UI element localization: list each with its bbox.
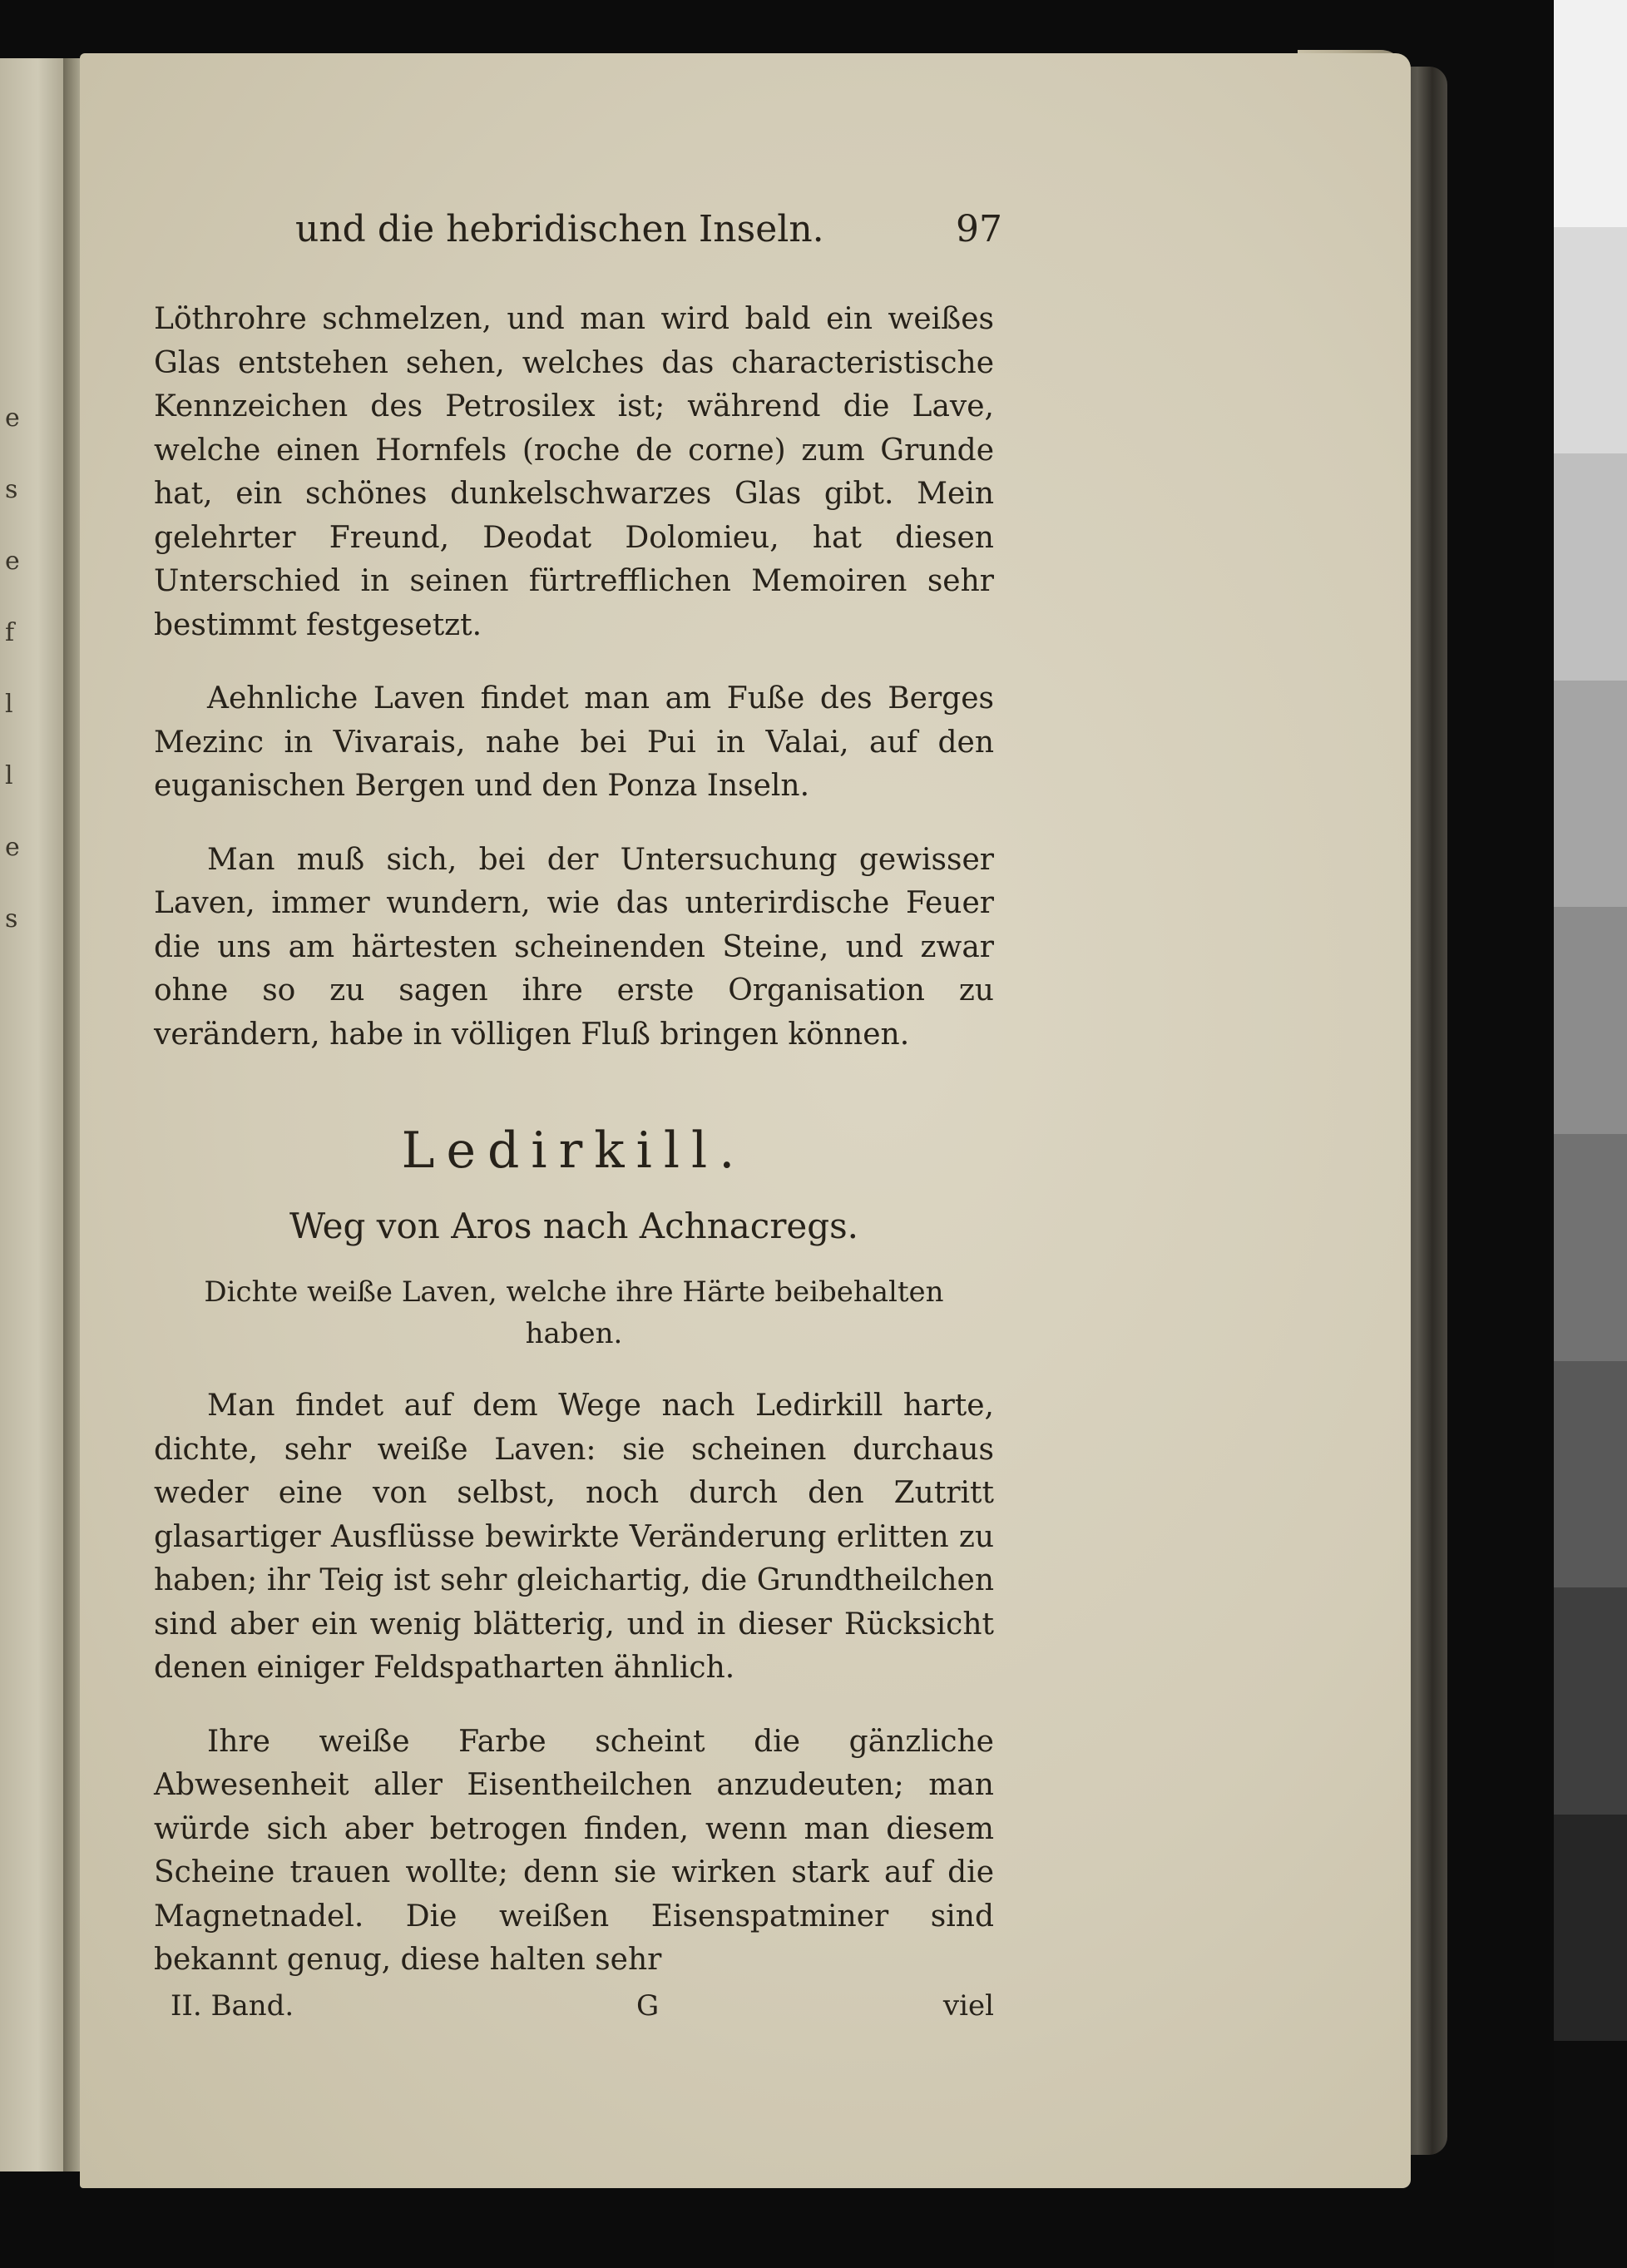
left-fragment: e bbox=[5, 404, 20, 433]
left-page-text-fragments bbox=[5, 383, 30, 955]
paragraph: Aehnliche Laven findet man am Fuße des Berges Mezinc in Vivarais, nahe bei Pui in Valai, auf den euganischen Bergen und den Ponza Inseln. bbox=[154, 681, 994, 803]
color-bar-patch bbox=[1554, 227, 1627, 454]
paragraph: Man findet auf dem Wege nach Ledirkill harte, dichte, sehr weiße Laven: sie scheinen durchaus weder eine von selbst, noch durch den Zutritt glasartiger Ausflüsse bewirkte Veränderung erlitten zu haben; ihr Teig ist sehr gleichartig, die Grundtheilchen sind aber ein wenig blätterig, und in dieser Rücksicht denen einiger Feldspatharten ähnlich. bbox=[154, 1389, 994, 1685]
left-fragment: l bbox=[5, 761, 13, 790]
catchword: viel bbox=[942, 1988, 994, 2023]
left-fragment: f bbox=[5, 618, 15, 647]
color-bar-patch bbox=[1554, 681, 1627, 908]
color-bar-patch bbox=[1554, 453, 1627, 681]
left-fragment: e bbox=[5, 833, 20, 862]
color-bar-patch bbox=[1554, 1361, 1627, 1588]
left-page-edge bbox=[0, 58, 68, 2171]
page-text-block bbox=[154, 208, 1002, 2031]
color-bar-patch bbox=[1554, 2041, 1627, 2268]
section-heading: Dichte weiße Laven, welche ihre Härte beibehalten haben. bbox=[204, 1275, 944, 1350]
color-bar-patch bbox=[1554, 1134, 1627, 1361]
page-number: 97 bbox=[956, 208, 1002, 250]
color-calibration-bar bbox=[1554, 0, 1627, 2268]
page-footer bbox=[154, 1989, 994, 2031]
paragraph: Man muß sich, bei der Untersuchung gewisser Laven, immer wundern, wie das unterirdische Feuer die uns am härtesten scheinenden Steine, und zwar ohne so zu sagen ihre erste Organisation zu verändern, habe in völligen Fluß bringen können. bbox=[154, 842, 994, 1052]
left-fragment: s bbox=[5, 904, 18, 933]
color-bar-patch bbox=[1554, 907, 1627, 1134]
route-heading: Weg von Aros nach Achnacregs. bbox=[289, 1206, 859, 1246]
color-bar-patch bbox=[1554, 1587, 1627, 1815]
volume-marker: II. Band. bbox=[171, 1988, 294, 2023]
left-fragment: e bbox=[5, 547, 20, 576]
left-fragment: l bbox=[5, 690, 13, 719]
color-bar-patch bbox=[1554, 0, 1627, 227]
running-head: und die hebridischen Inseln. bbox=[295, 208, 824, 250]
color-bar-patch bbox=[1554, 1815, 1627, 2042]
signature-mark: G bbox=[636, 1988, 660, 2023]
page-header bbox=[154, 208, 1002, 275]
chapter-title: Ledirkill. bbox=[401, 1122, 747, 1180]
paragraph: Löthrohre schmelzen, und man wird bald ein weißes Glas entstehen sehen, welches das characteristische Kennzeichen des Petrosilex ist; während die Lave, welche einen Hornfels (roche de corne) zum Grunde hat, ein schönes dunkelschwarzes Glas gibt. Mein gelehrter Freund, Deodat Dolomieu, hat diesen Unterschied in seinen fürtrefflichen Memoiren sehr bestimmt festgesetzt. bbox=[154, 302, 994, 642]
left-fragment: s bbox=[5, 475, 18, 504]
paragraph: Ihre weiße Farbe scheint die gänzliche Abwesenheit aller Eisentheilchen anzudeuten; man würde sich aber betrogen finden, wenn man diesem Scheine trauen wollte; denn sie wirken stark auf die Magnetnadel. Die weißen Eisenspatminer sind bekannt genug, diese halten sehr bbox=[154, 1724, 994, 1977]
